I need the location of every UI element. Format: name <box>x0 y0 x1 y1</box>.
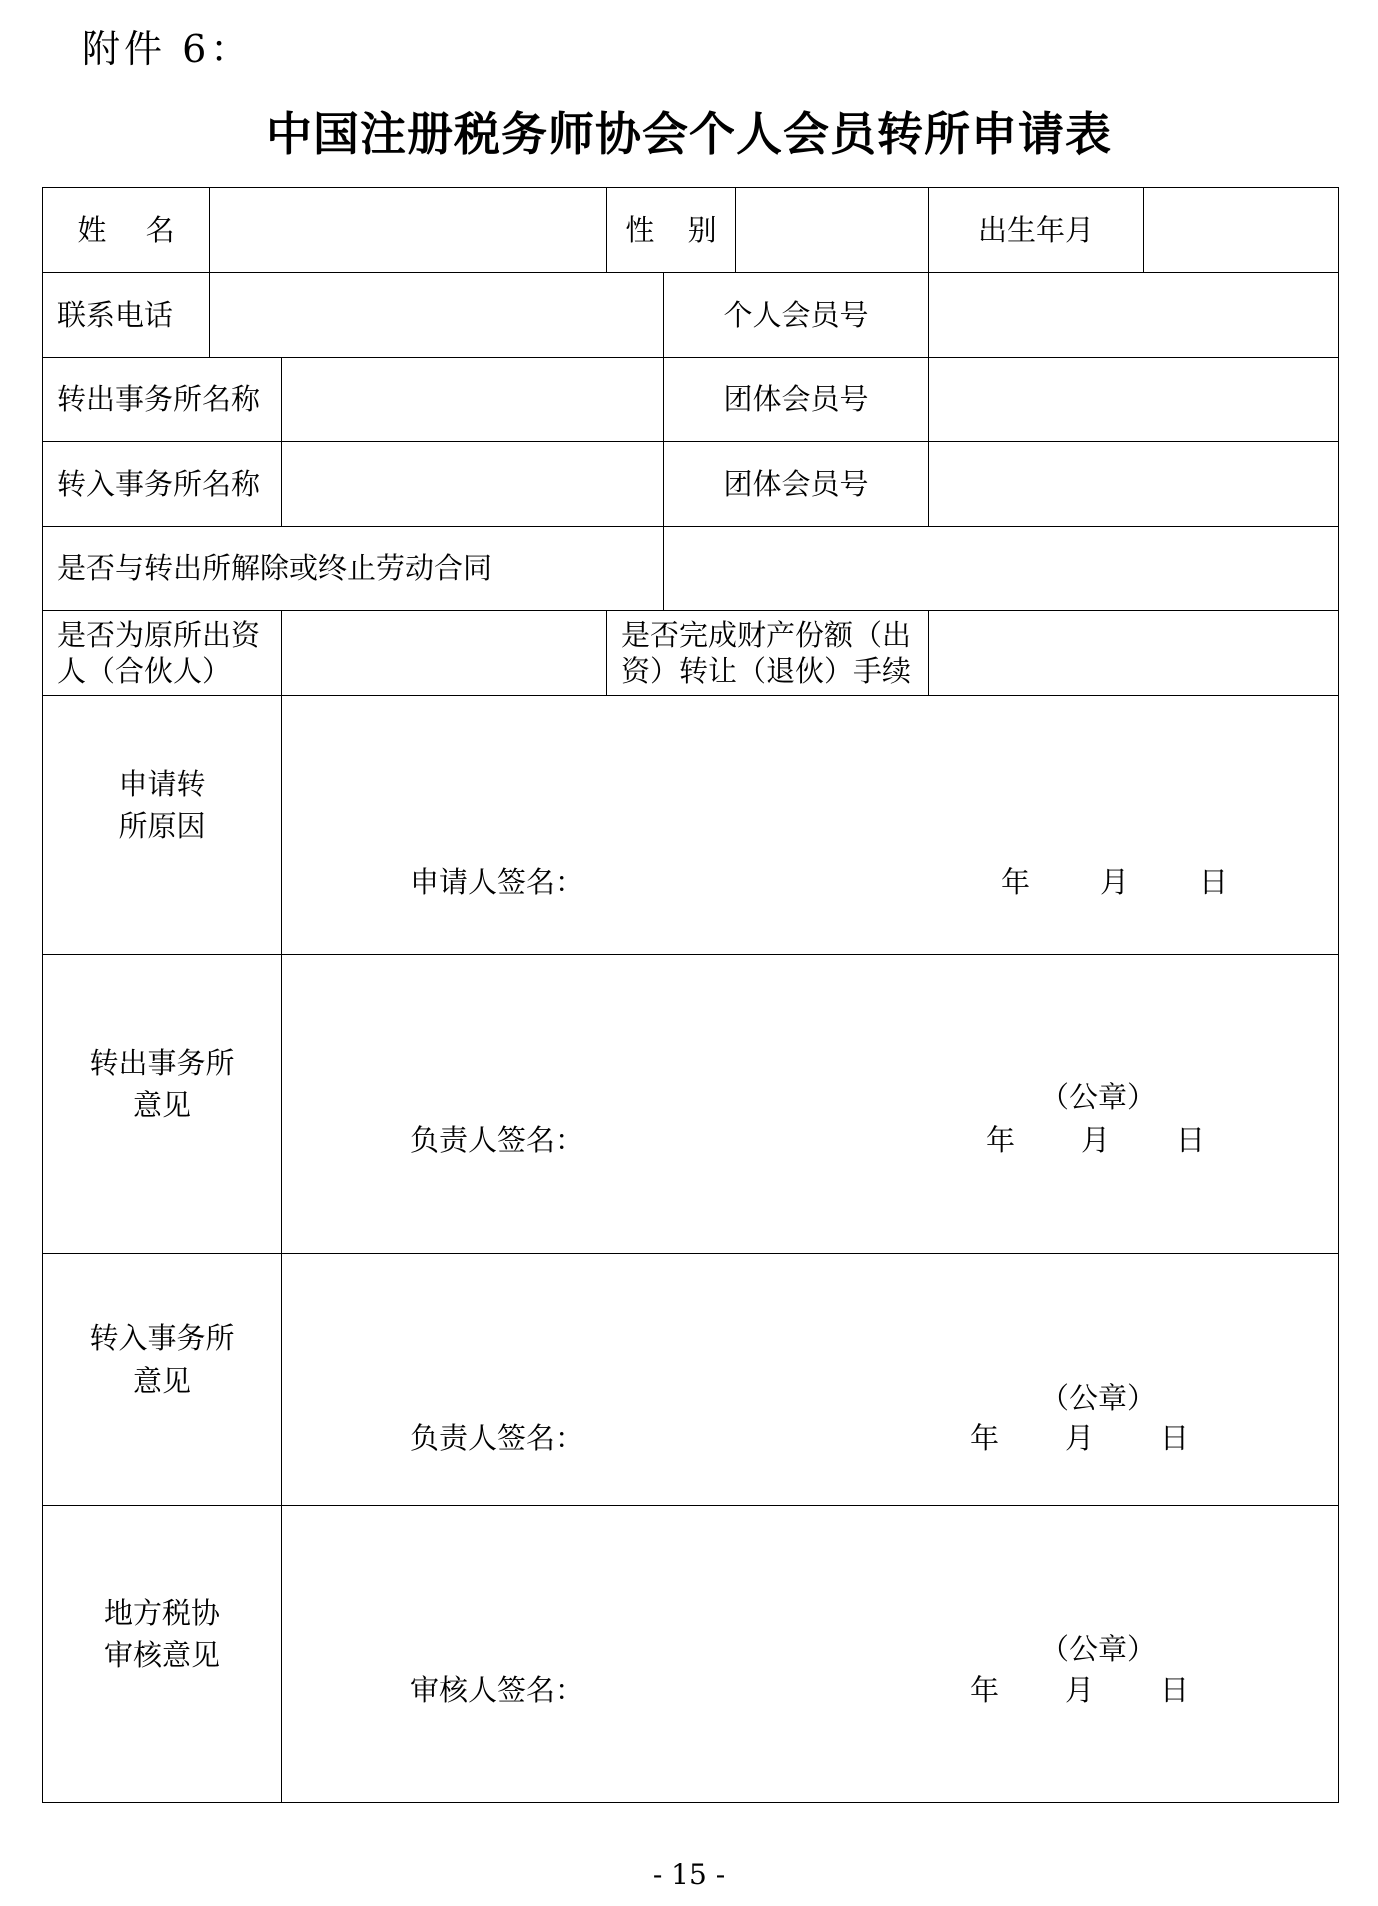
local-review-year: 年 <box>970 1673 1000 1707</box>
section-in-opinion <box>43 1254 1339 1506</box>
attachment-label: 附件 6： <box>82 27 253 71</box>
local-review-label-line-2: 审核意见 <box>103 1638 220 1672</box>
gender-label: 性 别 <box>607 188 736 273</box>
out-opinion-day: 日 <box>1176 1123 1206 1157</box>
local-review-label-line-1: 地方税协 <box>103 1595 220 1630</box>
out-opinion-signer-label: 负责人签名： <box>410 1123 585 1157</box>
reason-month: 月 <box>1100 865 1130 899</box>
reason-label <box>43 696 282 955</box>
local-review-seal: （公章） <box>1040 1632 1157 1666</box>
in-firm-label: 转入事务所名称 <box>43 442 282 527</box>
out-opinion-label <box>43 955 282 1254</box>
in-opinion-label-line-1: 转入事务所 <box>89 1321 235 1356</box>
row-contract <box>43 527 1339 611</box>
in-opinion-label-line-2: 意见 <box>132 1363 191 1398</box>
in-opinion-signer-label: 负责人签名： <box>410 1421 585 1455</box>
transfer-label-line-1: 是否完成财产份额（出 <box>621 617 912 652</box>
row-out-firm <box>43 358 1339 442</box>
in-opinion-year: 年 <box>970 1421 1000 1455</box>
in-firm-field[interactable] <box>282 442 664 527</box>
reason-signer-label: 申请人签名： <box>410 865 585 899</box>
in-opinion-day: 日 <box>1160 1421 1190 1455</box>
out-opinion-label-line-2: 意见 <box>132 1088 191 1122</box>
local-review-day: 日 <box>1160 1673 1190 1707</box>
in-opinion-month: 月 <box>1065 1421 1095 1455</box>
out-opinion-date <box>986 1122 1205 1158</box>
birth-label: 出生年月 <box>929 188 1144 273</box>
section-local-review <box>43 1506 1339 1803</box>
out-opinion-seal: （公章） <box>1040 1080 1157 1114</box>
local-review-date <box>970 1672 1189 1708</box>
birth-field[interactable] <box>1144 188 1339 273</box>
out-group-member-label: 团体会员号 <box>664 358 929 442</box>
out-opinion-label-line-1: 转出事务所 <box>89 1045 235 1080</box>
reason-field[interactable] <box>282 696 1339 955</box>
investor-field[interactable] <box>282 611 607 696</box>
investor-label <box>43 611 282 696</box>
transfer-label-line-2: 资）转让（退伙）手续 <box>621 654 912 688</box>
investor-label-line-2: 人（合伙人） <box>57 654 232 688</box>
section-reason <box>43 696 1339 955</box>
transfer-label <box>607 611 929 696</box>
reason-date <box>1001 864 1228 900</box>
local-review-month: 月 <box>1065 1673 1095 1707</box>
personal-member-field[interactable] <box>929 273 1339 358</box>
out-firm-label: 转出事务所名称 <box>43 358 282 442</box>
phone-label: 联系电话 <box>43 273 210 358</box>
in-group-member-field[interactable] <box>929 442 1339 527</box>
local-review-field[interactable] <box>282 1506 1339 1803</box>
row-phone <box>43 273 1339 358</box>
in-opinion-label <box>43 1254 282 1506</box>
row-name <box>43 188 1339 273</box>
in-opinion-field[interactable] <box>282 1254 1339 1506</box>
page-number: - 15 - <box>652 1858 726 1891</box>
contract-field[interactable] <box>664 527 1339 611</box>
investor-label-line-1: 是否为原所出资 <box>57 617 261 652</box>
out-firm-field[interactable] <box>282 358 664 442</box>
form-title: 中国注册税务师协会个人会员转所申请表 <box>266 107 1112 161</box>
name-label: 姓 名 <box>43 188 210 273</box>
out-opinion-field[interactable] <box>282 955 1339 1254</box>
in-opinion-date <box>970 1420 1189 1456</box>
personal-member-label: 个人会员号 <box>664 273 929 358</box>
reason-label-line-2: 所原因 <box>118 809 206 843</box>
out-opinion-month: 月 <box>1081 1123 1111 1157</box>
application-form <box>42 187 1339 1803</box>
out-group-member-field[interactable] <box>929 358 1339 442</box>
row-investor <box>43 611 1339 696</box>
reason-day: 日 <box>1199 865 1229 899</box>
local-review-label <box>43 1506 282 1803</box>
local-review-signer-label: 审核人签名： <box>410 1673 585 1707</box>
in-group-member-label: 团体会员号 <box>664 442 929 527</box>
reason-year: 年 <box>1001 865 1031 899</box>
name-field[interactable] <box>210 188 607 273</box>
phone-field[interactable] <box>210 273 664 358</box>
row-in-firm <box>43 442 1339 527</box>
out-opinion-year: 年 <box>986 1123 1016 1157</box>
contract-label: 是否与转出所解除或终止劳动合同 <box>43 527 664 611</box>
section-out-opinion <box>43 955 1339 1254</box>
in-opinion-seal: （公章） <box>1040 1381 1157 1415</box>
gender-field[interactable] <box>736 188 929 273</box>
reason-label-line-1: 申请转 <box>118 766 206 801</box>
transfer-field[interactable] <box>929 611 1339 696</box>
